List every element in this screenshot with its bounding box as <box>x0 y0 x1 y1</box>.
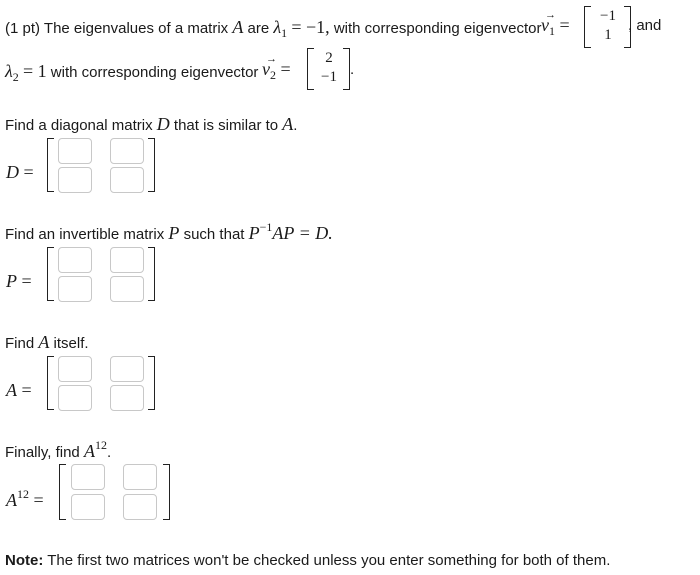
p-equals: = <box>21 271 32 291</box>
q4-symbol: A <box>83 441 95 461</box>
problem-statement-line1 <box>5 17 541 38</box>
note-text: The first two matrices won't be checked unless you enter something for both of them. <box>47 552 611 569</box>
lambda1-value: = −1, <box>291 17 330 37</box>
a12-label: A <box>6 490 17 510</box>
intro-text: (1 pt) The eigenvalues of a matrix <box>5 20 229 37</box>
p-cell-21[interactable] <box>58 276 92 302</box>
eigvec-text-1: with corresponding eigenvector <box>333 20 542 37</box>
q4-period: . <box>106 444 112 461</box>
matrix-p-label <box>6 271 32 292</box>
lambda1-subscript: 1 <box>281 26 288 40</box>
v2-column-vector <box>307 48 355 90</box>
question-a12-text <box>5 438 112 462</box>
d-equals: = <box>23 162 34 182</box>
lambda2-symbol: λ <box>5 61 13 81</box>
matrix-p-input <box>47 247 157 303</box>
period: . <box>350 61 355 78</box>
q3-symbol: A <box>38 332 50 352</box>
a12-cell-12[interactable] <box>123 464 157 490</box>
problem-statement-line2 <box>5 61 258 82</box>
a12-left-bracket <box>59 464 66 520</box>
q2-symbol: P <box>168 223 180 243</box>
v2-letter: v <box>262 59 270 79</box>
p-label: P <box>6 271 17 291</box>
d-cell-11[interactable] <box>58 138 92 164</box>
q4-sup: 12 <box>94 438 107 452</box>
a12-equals: = <box>33 490 44 510</box>
v1-letter: v <box>541 15 549 35</box>
question-d-text: Find a diagonal matrix D that is similar to A. <box>5 114 298 134</box>
v1-vector-symbol <box>541 9 570 38</box>
matrix-d-input <box>47 138 157 194</box>
a12-right-bracket <box>163 464 170 520</box>
q2-expr-sup: −1 <box>259 220 273 234</box>
a12-cell-11[interactable] <box>71 464 105 490</box>
q1-symbol: D <box>156 114 170 134</box>
matrix-a12-input <box>59 464 175 522</box>
v2-entry-1: 2 <box>325 50 333 66</box>
p-left-bracket <box>47 247 54 301</box>
v1-left-bracket <box>584 6 591 48</box>
v2-left-bracket <box>307 48 314 90</box>
lambda2-subscript: 2 <box>12 70 19 84</box>
question-p-text <box>5 220 333 244</box>
a-cell-22[interactable] <box>110 385 144 411</box>
eigvec-text-2: with corresponding eigenvector <box>50 64 259 81</box>
a12-cell-21[interactable] <box>71 494 105 520</box>
v2-entry-2: −1 <box>321 69 337 85</box>
and-text: , and <box>628 17 662 34</box>
p-cell-11[interactable] <box>58 247 92 273</box>
matrix-a-label <box>6 380 32 401</box>
note <box>5 552 610 569</box>
vector-arrow-icon: → <box>545 9 556 21</box>
a-left-bracket <box>47 356 54 410</box>
q2-text: Find an invertible matrix <box>5 226 165 243</box>
d-cell-21[interactable] <box>58 167 92 193</box>
a-cell-12[interactable] <box>110 356 144 382</box>
matrix-symbol-a: A <box>232 17 244 37</box>
v2-vector-symbol <box>262 53 291 82</box>
d-left-bracket <box>47 138 54 192</box>
d-cell-12[interactable] <box>110 138 144 164</box>
q2-expr-p: P <box>248 223 260 243</box>
a12-label-sup: 12 <box>17 487 29 501</box>
v1-equals: = <box>559 15 570 35</box>
a-equals: = <box>21 380 32 400</box>
v1-entry-1: −1 <box>600 8 616 24</box>
v1-entry-2: 1 <box>604 27 612 43</box>
q3-tail: itself. <box>53 335 89 352</box>
d-label: D <box>6 162 19 182</box>
q2-expr-rest: AP = D. <box>272 223 333 243</box>
a-right-bracket <box>148 356 155 410</box>
vector-arrow-icon: → <box>266 53 277 65</box>
matrix-d-label <box>6 162 34 183</box>
note-label: Note: <box>5 552 44 569</box>
q1-tail: that is similar to <box>173 117 279 134</box>
question-a-text <box>5 332 89 353</box>
q3-text: Find <box>5 335 35 352</box>
p-cell-22[interactable] <box>110 276 144 302</box>
v1-subscript: 1 <box>549 24 555 38</box>
a12-cell-22[interactable] <box>123 494 157 520</box>
are-word: are <box>247 20 270 37</box>
p-cell-12[interactable] <box>110 247 144 273</box>
a-label: A <box>6 380 17 400</box>
q1-tail-symbol: A <box>282 114 294 134</box>
v1-column-vector <box>584 6 632 48</box>
d-cell-22[interactable] <box>110 167 144 193</box>
p-right-bracket <box>148 247 155 301</box>
matrix-a12-label <box>6 487 44 511</box>
a-cell-21[interactable] <box>58 385 92 411</box>
q1-text: Find a diagonal matrix <box>5 117 153 134</box>
v2-right-bracket <box>343 48 350 90</box>
a-cell-11[interactable] <box>58 356 92 382</box>
v2-equals: = <box>280 59 291 79</box>
v2-subscript: 2 <box>270 68 276 82</box>
d-right-bracket <box>148 138 155 192</box>
q2-tail: such that <box>183 226 245 243</box>
q4-text: Finally, find <box>5 444 80 461</box>
matrix-a-input <box>47 356 157 412</box>
lambda1-symbol: λ <box>273 17 282 37</box>
lambda2-value: = 1 <box>22 61 47 81</box>
